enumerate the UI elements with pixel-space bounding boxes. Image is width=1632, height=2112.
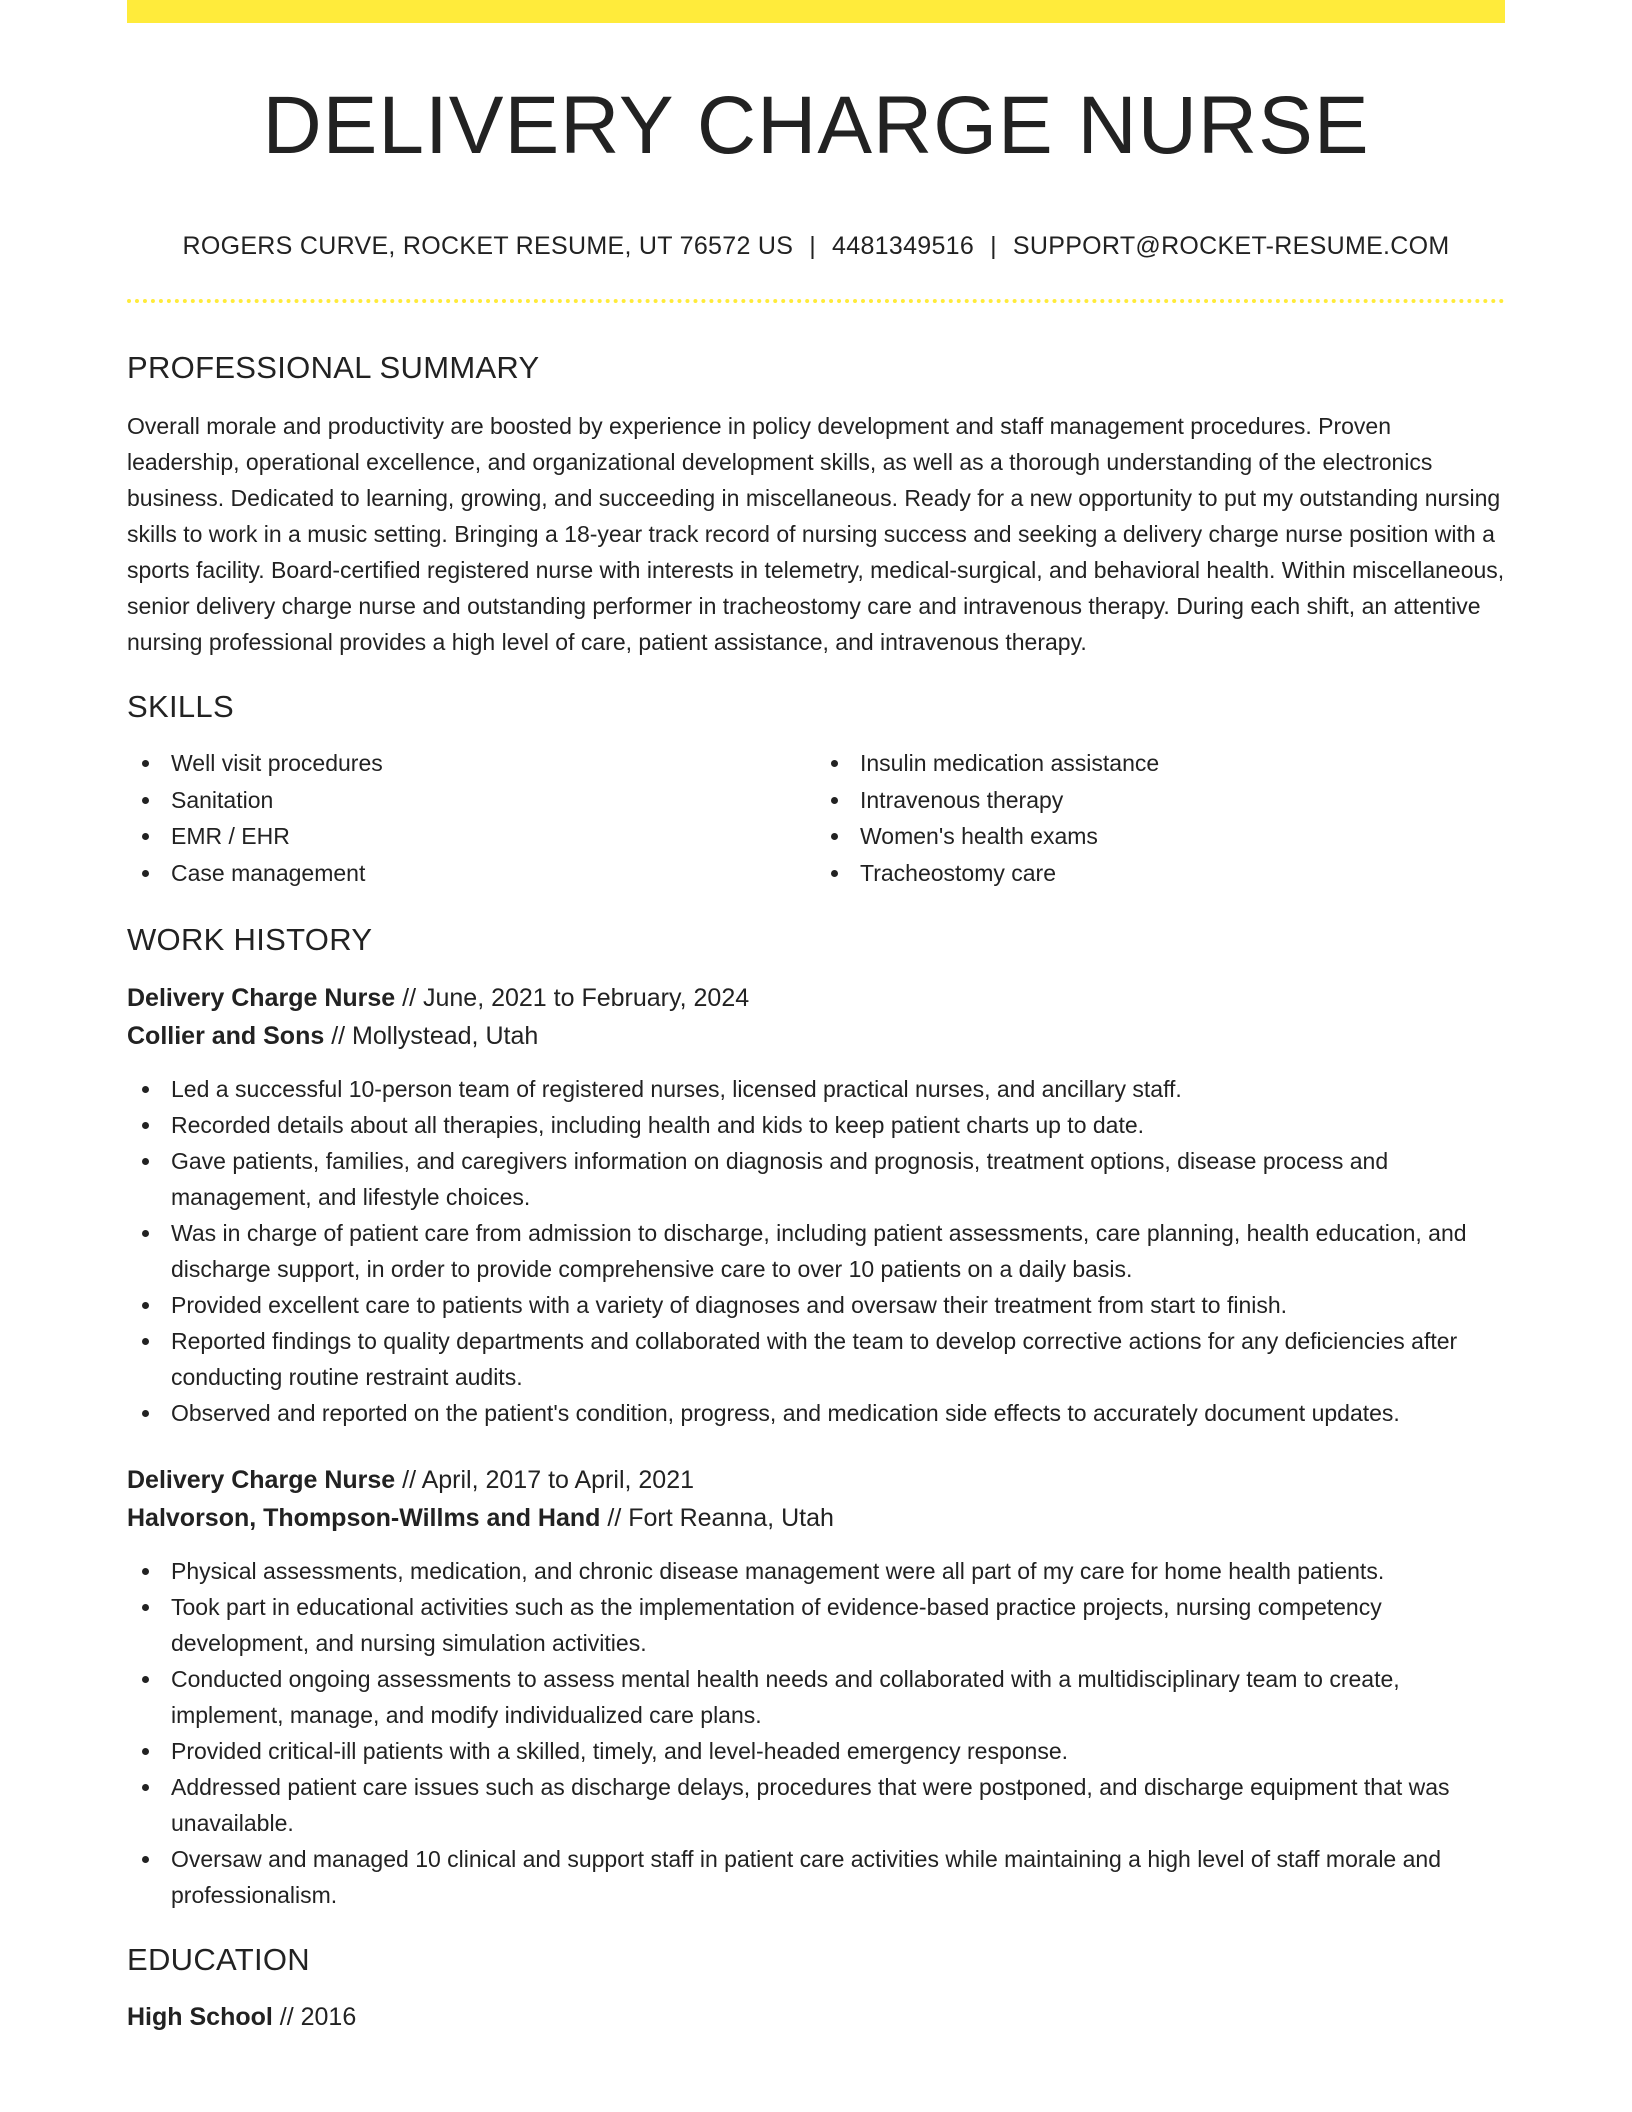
duty-item: Conducted ongoing assessments to assess mental health needs and collaborated with a multidisciplinary team to create, implement, manage, and modify individualized care plans. xyxy=(127,1661,1505,1733)
skill-item: Sanitation xyxy=(127,782,816,819)
duty-item: Provided critical-ill patients with a skilled, timely, and level-headed emergency response. xyxy=(127,1733,1505,1769)
skill-item: Tracheostomy care xyxy=(816,855,1505,892)
address: ROGERS CURVE, ROCKET RESUME, UT 76572 US xyxy=(182,232,794,260)
skill-item: Insulin medication assistance xyxy=(816,745,1505,782)
job-company: Halvorson, Thompson-Willms and Hand xyxy=(127,1503,601,1532)
contact-separator: | xyxy=(809,232,817,260)
job-dates: // June, 2021 to February, 2024 xyxy=(402,983,750,1012)
accent-bar xyxy=(127,0,1505,23)
summary-text: Overall morale and productivity are boosted by experience in policy development and staff management procedures. Proven leadership, operational excellence, and organizational development skills, as well as a thorough understanding of the electronics business. Dedicated to learning, growing, and succeeding in miscellaneous. Ready for a new opportunity to put my outstanding nursing skills to work in a music setting. Bringing a 18-year track record of nursing success and seeking a delivery charge nurse position with a sports facility. Board-certified registered nurse with interests in telemetry, medical-surgical, and behavioral health. Within miscellaneous, senior delivery charge nurse and outstanding performer in tracheostomy care and intravenous therapy. During each shift, an attentive nursing professional provides a high level of care, patient assistance, and intravenous therapy. xyxy=(127,413,1505,656)
skill-item: Case management xyxy=(127,855,816,892)
job-dates: // April, 2017 to April, 2021 xyxy=(402,1465,694,1494)
skills-heading: SKILLS xyxy=(127,689,234,725)
skills-column-right xyxy=(816,745,1505,891)
email-link[interactable]: SUPPORT@ROCKET-RESUME.COM xyxy=(1012,232,1450,260)
duty-item: Gave patients, families, and caregivers information on diagnosis and prognosis, treatment options, disease process and management, and lifestyle choices. xyxy=(127,1143,1505,1215)
duty-item: Reported findings to quality departments and collaborated with the team to develop corrective actions for any deficiencies after conducting routine restraint audits. xyxy=(127,1323,1505,1395)
duty-item: Was in charge of patient care from admission to discharge, including patient assessments, care planning, health education, and discharge support, in order to provide comprehensive care to over 10 patients on a daily basis. xyxy=(127,1215,1505,1287)
job-location: // Mollystead, Utah xyxy=(331,1021,539,1050)
skill-item: EMR / EHR xyxy=(127,818,816,855)
job-role: Delivery Charge Nurse xyxy=(127,1465,396,1494)
job-duties xyxy=(127,1553,1505,1913)
education-entry xyxy=(127,1998,1505,2036)
skills-column-left xyxy=(127,745,816,891)
job-entry xyxy=(127,979,1505,1055)
summary-heading: PROFESSIONAL SUMMARY xyxy=(127,350,540,385)
job-entry xyxy=(127,1461,1505,1537)
duty-item: Observed and reported on the patient's condition, progress, and medication side effects to accurately document updates. xyxy=(127,1395,1505,1431)
skills-list xyxy=(127,745,1505,891)
job-company: Collier and Sons xyxy=(127,1021,325,1050)
duty-item: Led a successful 10-person team of registered nurses, licensed practical nurses, and ancillary staff. xyxy=(127,1071,1505,1107)
job-company-line xyxy=(127,1017,1505,1055)
job-location: // Fort Reanna, Utah xyxy=(607,1503,834,1532)
dotted-divider xyxy=(127,299,1505,303)
job-role: Delivery Charge Nurse xyxy=(127,983,396,1012)
skill-item: Intravenous therapy xyxy=(816,782,1505,819)
contact-separator: | xyxy=(990,232,997,260)
duty-item: Addressed patient care issues such as discharge delays, procedures that were postponed, and discharge equipment that was unavailable. xyxy=(127,1769,1505,1841)
job-company-line xyxy=(127,1499,1505,1537)
education-degree: High School xyxy=(127,2002,273,2031)
duty-item: Took part in educational activities such as the implementation of evidence-based practice projects, nursing competency development, and nursing simulation activities. xyxy=(127,1589,1505,1661)
resume-page xyxy=(127,0,1505,2036)
education-heading: EDUCATION xyxy=(127,1941,310,1977)
duty-item: Recorded details about all therapies, including health and kids to keep patient charts up to date. xyxy=(127,1107,1505,1143)
duty-item: Oversaw and managed 10 clinical and support staff in patient care activities while maintaining a high level of staff morale and professionalism. xyxy=(127,1841,1505,1913)
candidate-name: DELIVERY CHARGE NURSE xyxy=(262,80,1370,171)
job-title-line xyxy=(127,979,1505,1017)
skill-item: Women's health exams xyxy=(816,818,1505,855)
duty-item: Physical assessments, medication, and chronic disease management were all part of my care for home health patients. xyxy=(127,1553,1505,1589)
contact-line xyxy=(127,231,1505,261)
skill-item: Well visit procedures xyxy=(127,745,816,782)
work-history-heading: WORK HISTORY xyxy=(127,922,373,958)
education-year: // 2016 xyxy=(279,2002,357,2031)
job-duties xyxy=(127,1071,1505,1431)
duty-item: Provided excellent care to patients with a variety of diagnoses and oversaw their treatment from start to finish. xyxy=(127,1287,1505,1323)
job-title-line xyxy=(127,1461,1505,1499)
phone: 4481349516 xyxy=(832,232,975,260)
